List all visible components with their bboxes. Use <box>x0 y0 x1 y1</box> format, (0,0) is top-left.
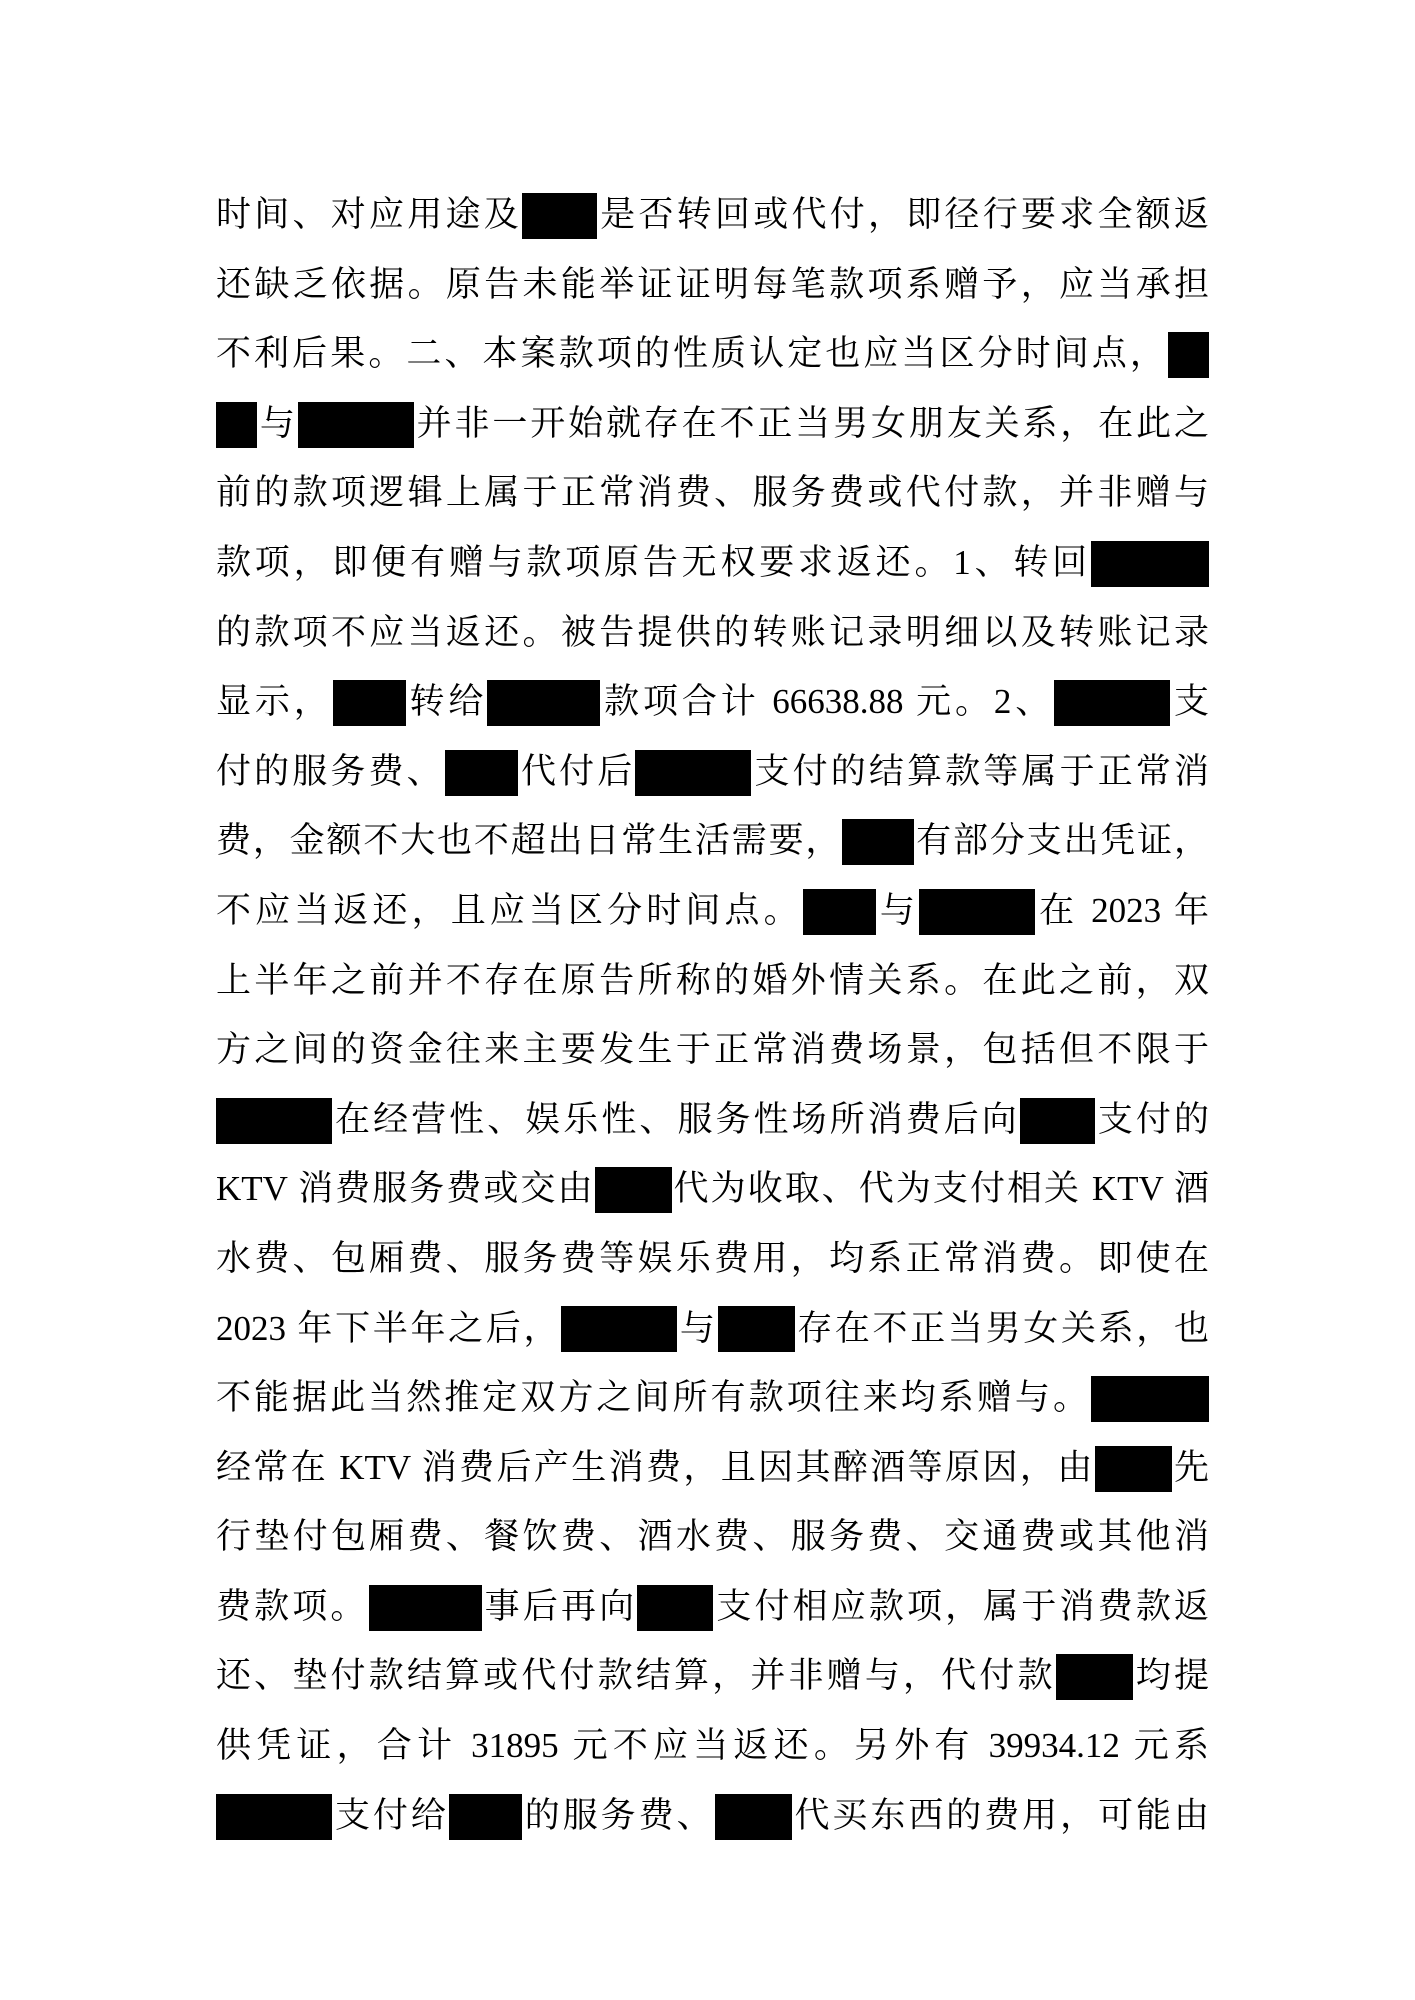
redaction-box <box>522 193 597 239</box>
redaction-box <box>718 1306 795 1352</box>
text-segment: 不能据此当然推定双方之间所有款项往来均系赠与。 <box>216 1378 1091 1418</box>
redaction-box <box>595 1167 672 1213</box>
text-line <box>216 1224 1209 1294</box>
text-line <box>216 1015 1209 1085</box>
text-segment: 均提 <box>1132 1656 1209 1696</box>
text-segment: 先 <box>1171 1447 1209 1487</box>
text-line <box>216 667 1209 737</box>
text-segment: 款项合计 66638.88 元。2、 <box>600 682 1055 722</box>
text-segment: 方之间的资金往来主要发生于正常消费场景，包括但不限于 <box>216 1030 1209 1070</box>
redaction-box <box>1054 680 1170 726</box>
text-line <box>216 598 1209 668</box>
redaction-box <box>637 1585 713 1631</box>
text-line <box>216 458 1209 528</box>
redaction-box <box>216 1098 332 1144</box>
text-segment: 供凭证，合计 31895 元不应当返还。另外有 39934.12 元系 <box>216 1726 1209 1766</box>
text-segment: 不应当返还，且应当区分时间点。 <box>216 890 803 930</box>
redaction-box <box>333 680 406 726</box>
text-segment: 还缺乏依据。原告未能举证证明每笔款项系赠予，应当承担 <box>216 264 1209 304</box>
redaction-box <box>1095 1446 1172 1492</box>
text-segment: KTV 消费服务费或交由 <box>216 1169 595 1209</box>
redaction-box <box>561 1306 677 1352</box>
text-segment: 并非一开始就存在不正当男女朋友关系，在此之 <box>413 403 1209 443</box>
text-segment: 在 2023 年 <box>1035 890 1209 930</box>
text-line <box>216 180 1209 250</box>
text-segment: 前的款项逻辑上属于正常消费、服务费或代付款，并非赠与 <box>216 473 1209 513</box>
redaction-box <box>369 1585 482 1631</box>
text-line <box>216 1085 1209 1155</box>
text-segment: 不利后果。二、本案款项的性质认定也应当区分时间点， <box>216 334 1168 374</box>
redaction-box <box>216 1794 332 1840</box>
text-segment: 与 <box>875 890 919 930</box>
text-segment: 支付的结算款等属于正常消 <box>751 751 1209 791</box>
redaction-box <box>1091 541 1209 587</box>
text-line <box>216 528 1209 598</box>
text-segment: 事后再向 <box>481 1586 638 1626</box>
text-line <box>216 389 1209 459</box>
text-line <box>216 1711 1209 1781</box>
text-segment: 支付相应款项，属于消费款返 <box>713 1586 1209 1626</box>
text-segment: 时间、对应用途及 <box>216 195 522 234</box>
text-segment: 代为收取、代为支付相关 KTV 酒 <box>671 1169 1209 1209</box>
text-segment: 支付的 <box>1094 1099 1209 1139</box>
redaction-box <box>298 402 414 448</box>
text-segment: 还、垫付款结算或代付款结算，并非赠与，代付款 <box>216 1656 1056 1696</box>
redaction-box <box>1168 332 1209 378</box>
redaction-box <box>842 819 914 865</box>
text-segment: 水费、包厢费、服务费等娱乐费用，均系正常消费。即使在 <box>216 1238 1209 1278</box>
text-segment: 支付给 <box>332 1795 449 1835</box>
text-segment: 付的服务费、 <box>216 751 445 791</box>
text-segment: 款项，即便有赠与款项原告无权要求返还。1、转回 <box>216 542 1091 582</box>
text-line <box>216 1363 1209 1433</box>
text-segment: 费，金额不大也不超出日常生活需要， <box>216 821 843 861</box>
text-segment: 转给 <box>405 682 488 722</box>
text-segment: 与 <box>257 403 298 443</box>
redaction-box <box>919 889 1035 935</box>
text-segment: 费款项。 <box>216 1586 369 1626</box>
text-line <box>216 1781 1209 1851</box>
text-line <box>216 250 1209 320</box>
text-segment: 与 <box>677 1308 718 1348</box>
text-segment: 的款项不应当返还。被告提供的转账记录明细以及转账记录 <box>216 612 1209 652</box>
redaction-box <box>1091 1376 1209 1422</box>
text-line <box>216 876 1209 946</box>
text-line <box>216 737 1209 807</box>
text-segment: 显示， <box>216 682 333 722</box>
redaction-box <box>803 889 876 935</box>
text-line <box>216 1502 1209 1572</box>
text-line <box>216 806 1209 876</box>
text-line <box>216 1641 1209 1711</box>
text-line <box>216 1294 1209 1364</box>
text-segment: 代付后 <box>517 751 636 791</box>
redaction-box <box>635 750 751 796</box>
redaction-box <box>715 1794 792 1840</box>
redaction-box <box>1020 1098 1095 1144</box>
text-line <box>216 946 1209 1016</box>
redaction-box <box>216 402 257 448</box>
text-line <box>216 319 1209 389</box>
text-segment: 代买东西的费用，可能由 <box>791 1795 1209 1835</box>
redaction-box <box>445 750 518 796</box>
redaction-box <box>487 680 600 726</box>
text-line <box>216 1433 1209 1503</box>
text-segment: 2023 年下半年之后， <box>216 1308 562 1348</box>
body-text <box>216 180 1209 1850</box>
text-segment: 上半年之前并不存在原告所称的婚外情关系。在此之前，双 <box>216 960 1209 1000</box>
text-segment: 在经营性、娱乐性、服务性场所消费后向 <box>332 1099 1020 1139</box>
text-segment: 行垫付包厢费、餐饮费、酒水费、服务费、交通费或其他消 <box>216 1517 1209 1557</box>
text-segment: 经常在 KTV 消费后产生消费，且因其醉酒等原因，由 <box>216 1447 1095 1487</box>
text-segment: 是否转回或代付，即径行要求全额返 <box>597 195 1209 234</box>
redaction-box <box>1056 1654 1133 1700</box>
text-line <box>216 1572 1209 1642</box>
text-segment: 的服务费、 <box>521 1795 715 1835</box>
text-segment: 支 <box>1170 682 1209 722</box>
redaction-box <box>449 1794 522 1840</box>
text-segment: 存在不正当男女关系，也 <box>794 1308 1209 1348</box>
text-line <box>216 1154 1209 1224</box>
text-segment: 有部分支出凭证， <box>914 821 1209 861</box>
